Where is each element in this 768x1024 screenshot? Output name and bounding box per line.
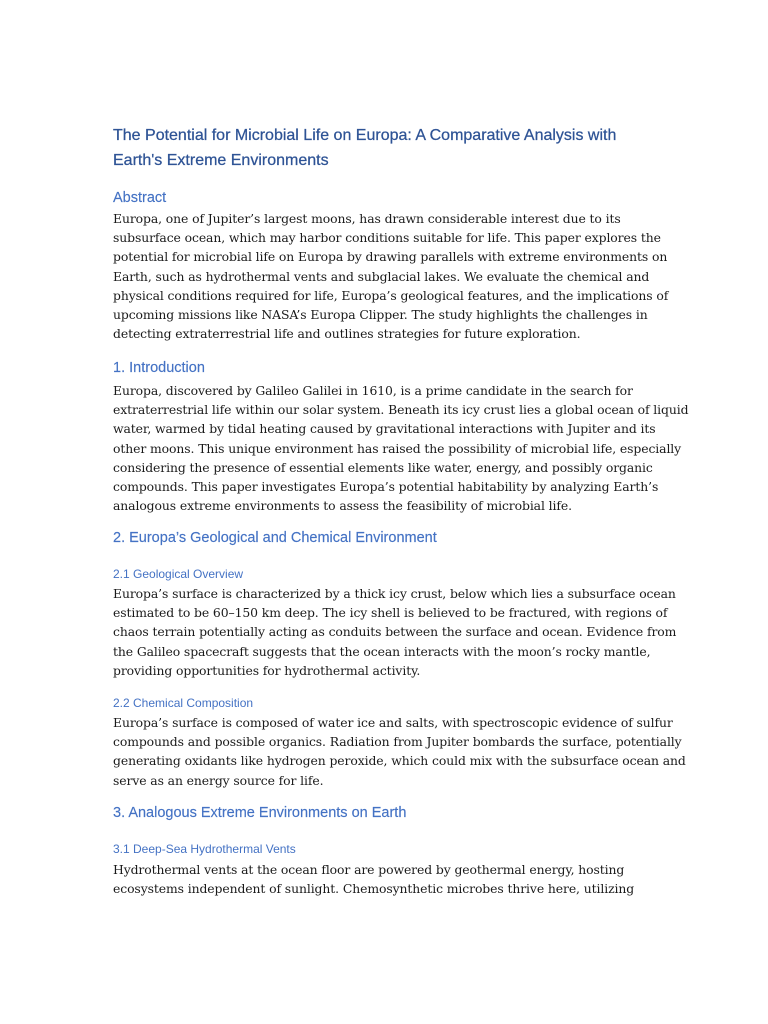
section-2-heading: 2. Europa’s Geological and Chemical Environment [113,530,437,546]
text-line: Europa, discovered by Galileo Galilei in 1610, is a prime candidate in the search for [113,383,633,398]
text-line: Europa’s surface is characterized by a thick icy crust, below which lies a subsurface ocean [113,586,676,601]
section-3-heading: 3. Analogous Extreme Environments on Earth [113,805,407,821]
text-line: physical conditions required for life, Europa’s geological features, and the implications of [113,287,669,303]
text-line: Europa, one of Jupiter’s largest moons, has drawn considerable interest due to its [113,211,621,226]
abstract-heading: Abstract [113,190,167,206]
text-line: water, warmed by tidal heating caused by gravitational interactions with Jupiter and its [113,421,656,437]
text-line: Europa’s surface is composed of water ice and salts, with spectroscopic evidence of sulfur [113,715,673,730]
text-line: chaos terrain potentially acting as conduits between the surface and ocean. Evidence from [113,624,677,640]
text-line: providing opportunities for hydrothermal activity. [113,662,421,678]
title-line: The Potential for Microbial Life on Europa: A Comparative Analysis with [113,127,617,144]
text-line: considering the presence of essential elements like water, energy, and possibly organic [113,459,653,475]
paper-title [113,123,658,173]
subsection-2-2-heading: 2.2 Chemical Composition [113,696,254,710]
text-line: serve as an energy source for life. [113,772,324,788]
abstract-paragraph [113,209,669,343]
text-line: extraterrestrial life within our solar system. Beneath its icy crust lies a global ocean of liquid [113,402,689,418]
text-line: potential for microbial life on Europa by drawing parallels with extreme environments on [113,249,668,265]
text-line: subsurface ocean, which may harbor conditions suitable for life. This paper explores the [113,230,661,246]
text-line: Hydrothermal vents at the ocean floor are powered by geothermal energy, hosting [113,862,625,877]
text-line: other moons. This unique environment has raised the possibility of microbial life, especially [113,440,682,456]
introduction-paragraph [113,381,689,515]
introduction-heading: 1. Introduction [113,360,205,376]
subsection-3-1-heading: 3.1 Deep-Sea Hydrothermal Vents [113,842,296,856]
title-line: Earth's Extreme Environments [113,152,329,169]
text-line: analogous extreme environments to assess the feasibility of microbial life. [113,498,572,514]
text-line: ecosystems independent of sunlight. Chemosynthetic microbes thrive here, utilizing [113,881,635,897]
subsection-2-1-heading: 2.1 Geological Overview [113,567,244,581]
text-line: estimated to be 60–150 km deep. The icy shell is believed to be fractured, with regions of [113,605,668,621]
hydrothermal-vents-paragraph [113,860,658,898]
text-line: upcoming missions like NASA’s Europa Clipper. The study highlights the challenges in [113,307,648,323]
chemical-composition-paragraph [113,713,686,790]
text-line: generating oxidants like hydrogen peroxide, which could mix with the subsurface ocean and [113,753,686,769]
geological-overview-paragraph [113,584,677,680]
text-line: Earth, such as hydrothermal vents and subglacial lakes. We evaluate the chemical and [113,268,650,284]
text-line: detecting extraterrestrial life and outlines strategies for future exploration. [113,326,581,342]
text-line: the Galileo spacecraft suggests that the ocean interacts with the moon’s rocky mantle, [113,643,651,659]
text-line: compounds. This paper investigates Europa’s potential habitability by analyzing Earth’s [113,479,659,495]
text-line: compounds and possible organics. Radiation from Jupiter bombards the surface, potentially [113,734,682,750]
